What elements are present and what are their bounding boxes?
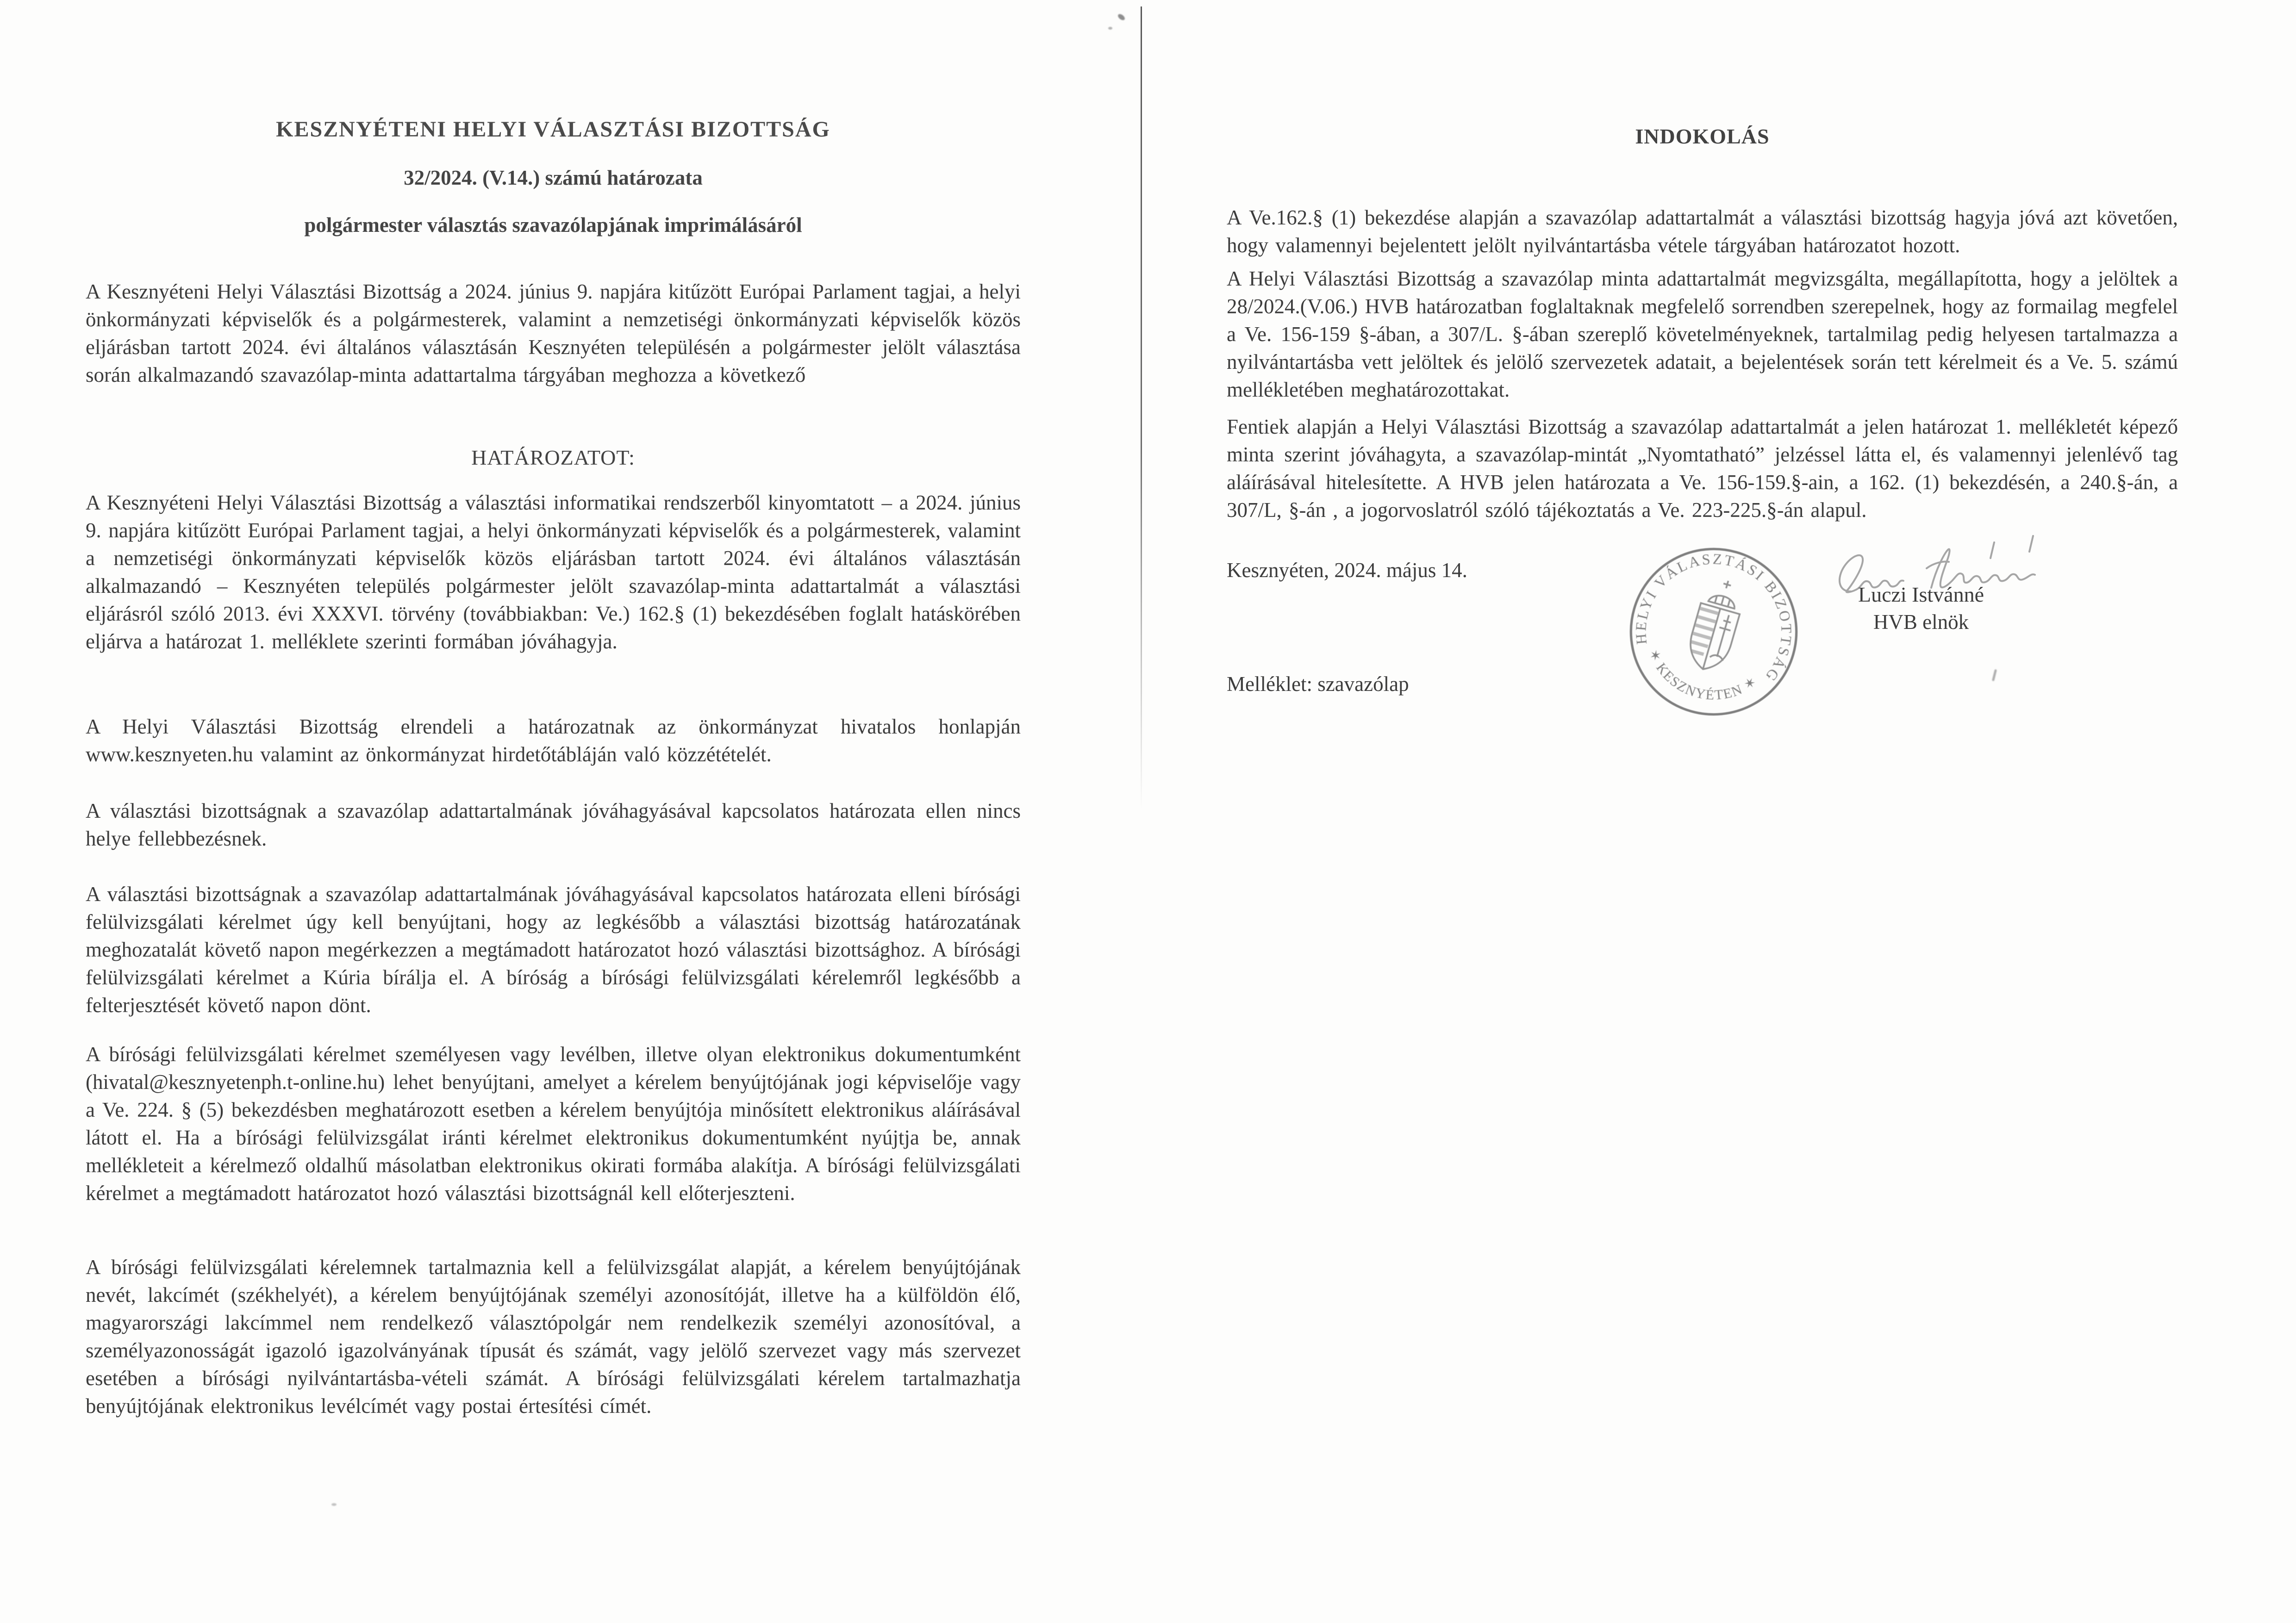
stamp-ring-text-bottom: ✶ KESZNYÉTEN ✶ (1645, 647, 1760, 703)
decision-heading: HATÁROZATOT: (471, 446, 635, 469)
body-paragraph: A Ve.162.§ (1) bekezdése alapján a szavazólap adattartalmát a választási bizottság hagyja jóvá azt követően, hogy valamennyi bejelentett jelölt nyilvántartásba vétele tárgyában határozatot hozott. (1227, 206, 2178, 257)
body-paragraph: A Helyi Választási Bizottság elrendeli a határozatnak az önkormányzat hivatalos honlapján www.kesznyeten.hu valamint az önkormányzat hirdetőtábláján való közzétételét. (86, 715, 1021, 766)
scan-speck (1117, 13, 1126, 21)
committee-title: KESZNYÉTENI HELYI VÁLASZTÁSI BIZOTTSÁG (276, 117, 830, 142)
justification-heading: INDOKOLÁS (1635, 124, 1770, 148)
subject-line: polgármester választás szavazólapjának imprimálásáról (304, 213, 802, 236)
dateline: Kesznyéten, 2024. május 14. (1227, 559, 1467, 582)
stamp-ring-text-top: HELYI VÁLASZTÁSI BIZOTTSÁG (1632, 550, 1795, 686)
body-paragraph: A választási bizottságnak a szavazólap adattartalmának jóváhagyásával kapcsolatos határozata ellen nincs helye fellebbezésnek. (86, 799, 1021, 850)
body-paragraph: Fentiek alapján a Helyi Választási Bizottság a szavazólap adattartalmát a jelen határozat 1. mellékletét képező minta szerint jóváhagyta, a szavazólap-mintát „Nyomtatható” jelzéssel látta el, és valamennyi jelenlévő tag aláírásával hitelesítette. A HVB jelen határozata a Ve. 156-159.§-ain, a 162. (1) bekezdésén, a 240.§-án, a 307/L, §-án , a jogorvoslatról szóló tájékoztatás a Ve. 223-225.§-án alapul. (1227, 415, 2178, 522)
body-paragraph: A Kesznyéteni Helyi Választási Bizottság a választási informatikai rendszerből kinyomtatott – a 2024. június 9. napjára kitűzött Európai Parlament tagjai, a helyi önkormányzati képviselők és a polgármesterek, valamint a nemzetiségi önkormányzati képviselők közös eljárásban tartott 2024. évi általános választásán alkalmazandó – Kesznyéten település polgármester jelölt szavazólap-minta adattartalmát a választási eljárásról szóló 2013. évi XXXVI. törvény (továbbiakban: Ve.) 162.§ (1) bekezdésében foglalt hatáskörében eljárva a határozat 1. melléklete szerinti formában jóváhagyja. (86, 491, 1021, 653)
body-paragraph: A bírósági felülvizsgálati kérelemnek tartalmaznia kell a felülvizsgálat alapját, a kérelem benyújtójának nevét, lakcímét (székhelyét), a kérelem benyújtójának személyi azonosítóját, illetve ha a külföldön élő, magyarországi lakcímmel nem rendelkező választópolgár nem rendelkezik személyi azonosítóval, a személyazonosságát igazoló igazolványának típusát és számát, vagy jelölő szervezet vagy más szervezet esetében a bírósági nyilvántartásba-vételi számát. A bírósági felülvizsgálati kérelem tartalmazhatja benyújtójának elektronikus levélcímét vagy postai értesítési címét. (86, 1256, 1021, 1418)
body-paragraph: A Helyi Választási Bizottság a szavazólap minta adattartalmát megvizsgálta, megállapította, hogy a jelöltek a 28/2024.(V.06.) HVB határozatban foglaltaknak megfelelő sorrendben szerepelnek, hogy az formailag megfelel a Ve. 156-159 §-ában, a 307/L. §-ában szereplő követelményeknek, tartalmilag pedig helyesen tartalmazza a nyilvántartásba vett jelöltek és jelölő szervezetek adatait, a bejelentések során tett kérelmeit és a Ve. 5. számú mellékletében meghatározottakat. (1227, 267, 2178, 401)
justification-page (1227, 0, 2178, 1623)
decision-number: 32/2024. (V.14.) számú határozata (404, 166, 703, 189)
scan-speck (1108, 27, 1112, 30)
page-fold-line (1141, 6, 1142, 810)
hungarian-coat-of-arms-icon (1684, 575, 1748, 675)
official-stamp (1627, 545, 1800, 718)
body-paragraph: A választási bizottságnak a szavazólap adattartalmának jóváhagyásával kapcsolatos határozata elleni bírósági felülvizsgálati kérelmet úgy kell benyújtani, hogy az legkésőbb a választási bizottság határozatának meghozatalát követő napon megérkezzen a megtámadott határozatot hozó választási bizottsághoz. A bírósági felülvizsgálati kérelmet a Kúria bírálja el. A bíróság a bírósági felülvizsgálati kérelemről legkésőbb a felterjesztését követő napon dönt. (86, 883, 1021, 1017)
intro-paragraph: A Kesznyéteni Helyi Választási Bizottság a 2024. június 9. napjára kitűzött Európai Parlament tagjai, a helyi önkormányzati képviselők és a polgármesterek, valamint a nemzetiségi önkormányzati képviselők közös eljárásban tartott 2024. évi általános választásán Kesznyéten településén a polgármester jelölt választása során alkalmazandó szavazólap-minta adattartalma tárgyában meghozza a következő (86, 280, 1021, 386)
signer-name: Luczi Istvánné (1858, 583, 1984, 606)
decision-page (86, 0, 1021, 1623)
attachment-note: Melléklet: szavazólap (1227, 672, 1409, 696)
body-paragraph: A bírósági felülvizsgálati kérelmet személyesen vagy levélben, illetve olyan elektronikus dokumentumként (hivatal@kesznyetenph.t-online.hu) lehet benyújtani, amelyet a kérelem benyújtójának jogi képviselője vagy a Ve. 224. § (5) bekezdésben meghatározott esetben a kérelem benyújtója minősített elektronikus aláírásával látott el. Ha a bírósági felülvizsgálat iránti kérelmet elektronikus dokumentumként nyújtja be, annak mellékleteit a kérelmező oldalhű másolatban elektronikus okirati formába alakítja. A bírósági felülvizsgálati kérelmet a megtámadott határozatot hozó választási bizottságnál kell előterjeszteni. (86, 1043, 1021, 1205)
signer-role: HVB elnök (1873, 610, 1969, 634)
